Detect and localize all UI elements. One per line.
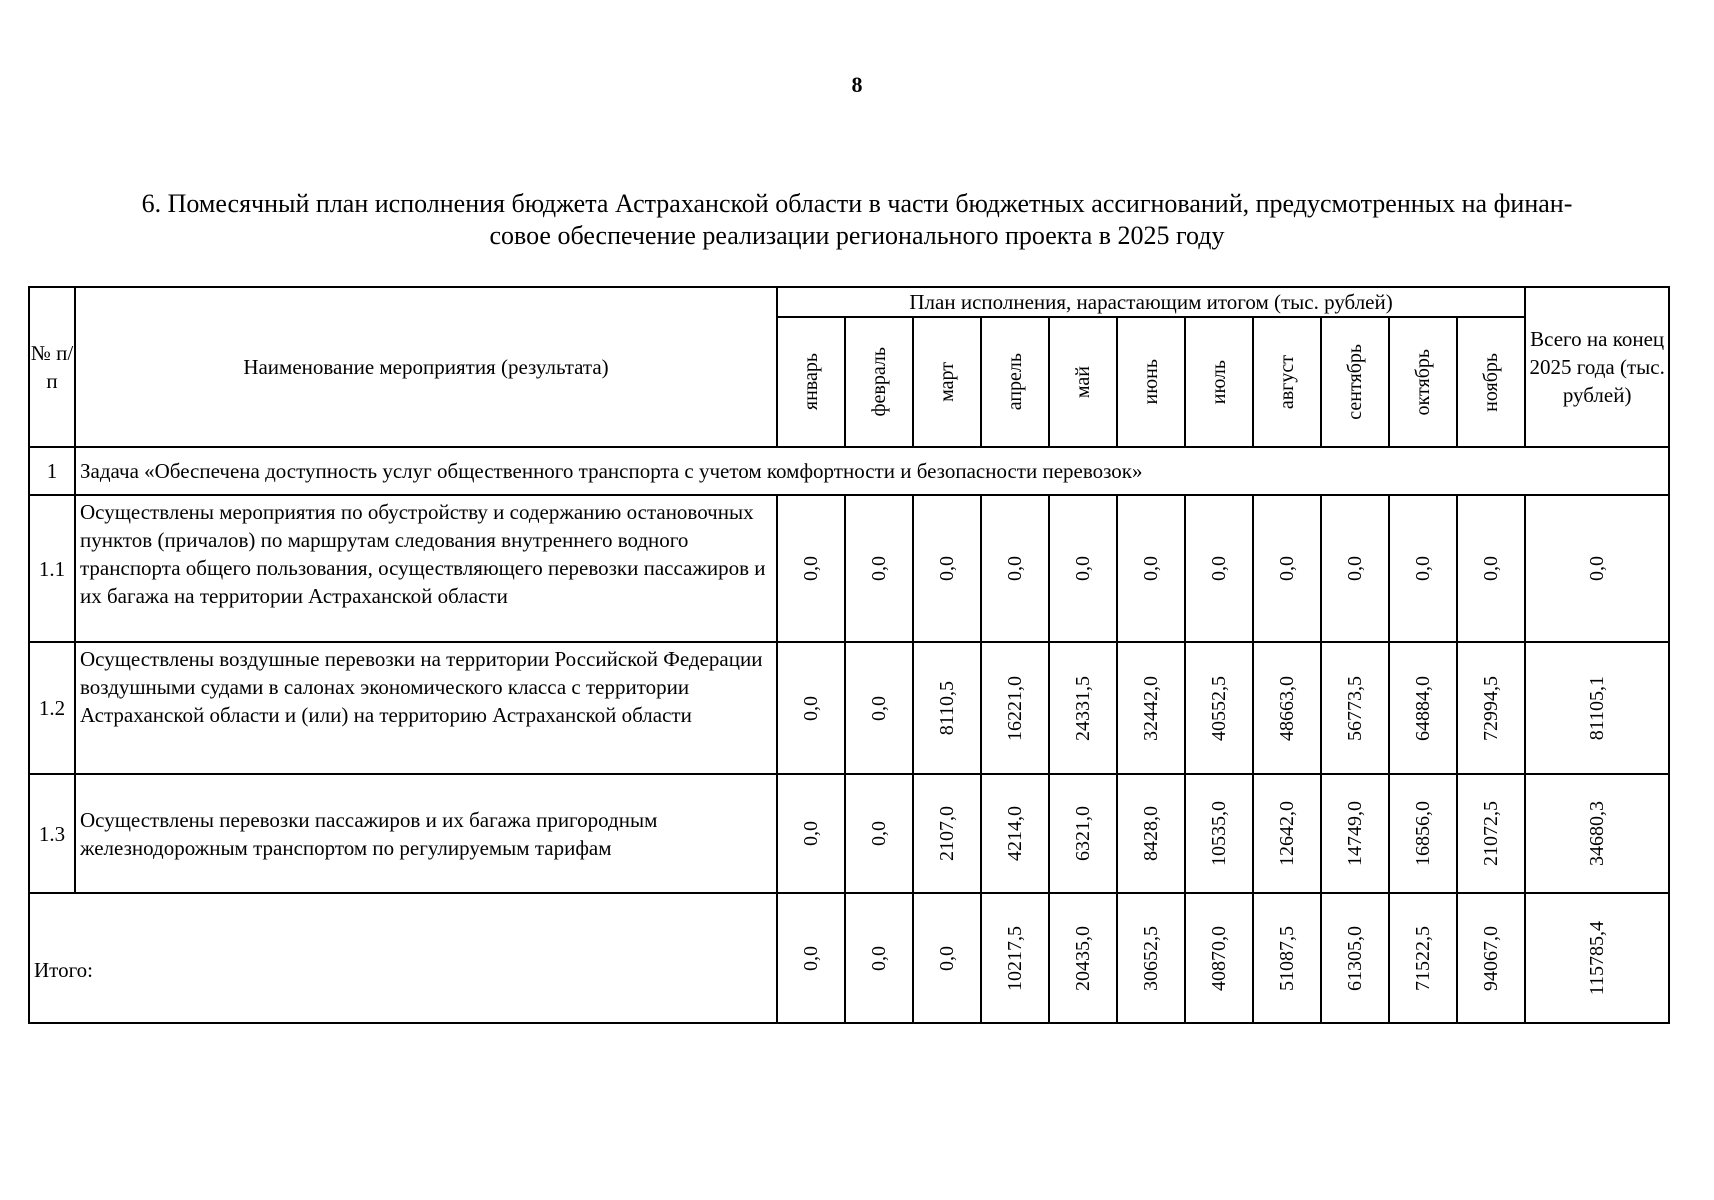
value-cell: 4214,0 [981, 774, 1049, 893]
month-header: май [1049, 317, 1117, 447]
value-cell: 64884,0 [1389, 642, 1457, 774]
value-cell: 21072,5 [1457, 774, 1525, 893]
value-cell: 94067,0 [1457, 893, 1525, 1023]
value-cell: 16221,0 [981, 642, 1049, 774]
value-cell: 0,0 [1457, 495, 1525, 642]
section-title-line-2: совое обеспечение реализации регионального проекта в 2025 году [489, 221, 1225, 250]
task-text: Задача «Обеспечена доступность услуг общественного транспорта с учетом комфортности и безопасности перевозок» [75, 447, 1669, 495]
header-name: Наименование мероприятия (результата) [75, 287, 777, 447]
value-cell: 0,0 [913, 893, 981, 1023]
row-name: Осуществлены мероприятия по обустройству и содержанию остановочных пунктов (причалов) по маршрутам следования внутреннего водного транспорта общего пользования, осуществляющего перевозки пассажиров и их багажа на территории Астраханской области [75, 495, 777, 642]
value-cell: 0,0 [845, 642, 913, 774]
header-total: Всего на конец 2025 года (тыс. рублей) [1525, 287, 1669, 447]
header-row-1 [29, 287, 1669, 317]
month-header: ноябрь [1457, 317, 1525, 447]
month-header: февраль [845, 317, 913, 447]
header-plan: План исполнения, нарастающим итогом (тыс. рублей) [777, 287, 1525, 317]
row-num: 1.2 [29, 642, 75, 774]
value-cell: 0,0 [777, 495, 845, 642]
value-cell: 48663,0 [1253, 642, 1321, 774]
header-num: № п/п [29, 287, 75, 447]
value-cell: 0,0 [845, 495, 913, 642]
total-cell: 34680,3 [1525, 774, 1669, 893]
month-header: сентябрь [1321, 317, 1389, 447]
value-cell: 14749,0 [1321, 774, 1389, 893]
budget-plan-table [28, 286, 1670, 1024]
value-cell: 0,0 [1253, 495, 1321, 642]
value-cell: 32442,0 [1117, 642, 1185, 774]
value-cell: 72994,5 [1457, 642, 1525, 774]
month-header: август [1253, 317, 1321, 447]
value-cell: 0,0 [777, 893, 845, 1023]
value-cell: 8110,5 [913, 642, 981, 774]
value-cell: 0,0 [1117, 495, 1185, 642]
task-row [29, 447, 1669, 495]
value-cell: 56773,5 [1321, 642, 1389, 774]
value-cell: 0,0 [777, 774, 845, 893]
value-cell: 12642,0 [1253, 774, 1321, 893]
table-row [29, 774, 1669, 893]
month-header: июль [1185, 317, 1253, 447]
value-cell: 51087,5 [1253, 893, 1321, 1023]
value-cell: 30652,5 [1117, 893, 1185, 1023]
row-num: 1.3 [29, 774, 75, 893]
value-cell: 40870,0 [1185, 893, 1253, 1023]
value-cell: 71522,5 [1389, 893, 1457, 1023]
month-header: январь [777, 317, 845, 447]
section-title [40, 188, 1674, 252]
value-cell: 0,0 [845, 893, 913, 1023]
month-header: март [913, 317, 981, 447]
value-cell: 0,0 [1321, 495, 1389, 642]
task-num: 1 [29, 447, 75, 495]
value-cell: 61305,0 [1321, 893, 1389, 1023]
value-cell: 0,0 [777, 642, 845, 774]
row-name: Осуществлены перевозки пассажиров и их багажа пригородным железнодорожным транспортом по регулируемым тарифам [75, 774, 777, 893]
month-header: июнь [1117, 317, 1185, 447]
row-num: 1.1 [29, 495, 75, 642]
value-cell: 8428,0 [1117, 774, 1185, 893]
totals-row [29, 893, 1669, 1023]
grand-total-cell: 115785,4 [1525, 893, 1669, 1023]
value-cell: 0,0 [1049, 495, 1117, 642]
total-cell: 81105,1 [1525, 642, 1669, 774]
section-title-line-1: 6. Помесячный план исполнения бюджета Астраханской области в части бюджетных ассигнований, предусмотренных на финан- [141, 189, 1573, 218]
value-cell: 0,0 [913, 495, 981, 642]
value-cell: 40552,5 [1185, 642, 1253, 774]
value-cell: 0,0 [981, 495, 1049, 642]
value-cell: 16856,0 [1389, 774, 1457, 893]
totals-label: Итого: [29, 893, 777, 1023]
value-cell: 0,0 [1185, 495, 1253, 642]
value-cell: 10535,0 [1185, 774, 1253, 893]
value-cell: 6321,0 [1049, 774, 1117, 893]
table-row [29, 642, 1669, 774]
row-name: Осуществлены воздушные перевозки на территории Российской Федерации воздушными судами в салонах экономического класса с территории Астраханской области и (или) на территорию Астраханской области [75, 642, 777, 774]
value-cell: 20435,0 [1049, 893, 1117, 1023]
month-header: апрель [981, 317, 1049, 447]
table-row [29, 495, 1669, 642]
page-number: 8 [851, 72, 863, 97]
total-cell: 0,0 [1525, 495, 1669, 642]
value-cell: 10217,5 [981, 893, 1049, 1023]
value-cell: 0,0 [845, 774, 913, 893]
month-header: октябрь [1389, 317, 1457, 447]
value-cell: 2107,0 [913, 774, 981, 893]
value-cell: 0,0 [1389, 495, 1457, 642]
value-cell: 24331,5 [1049, 642, 1117, 774]
